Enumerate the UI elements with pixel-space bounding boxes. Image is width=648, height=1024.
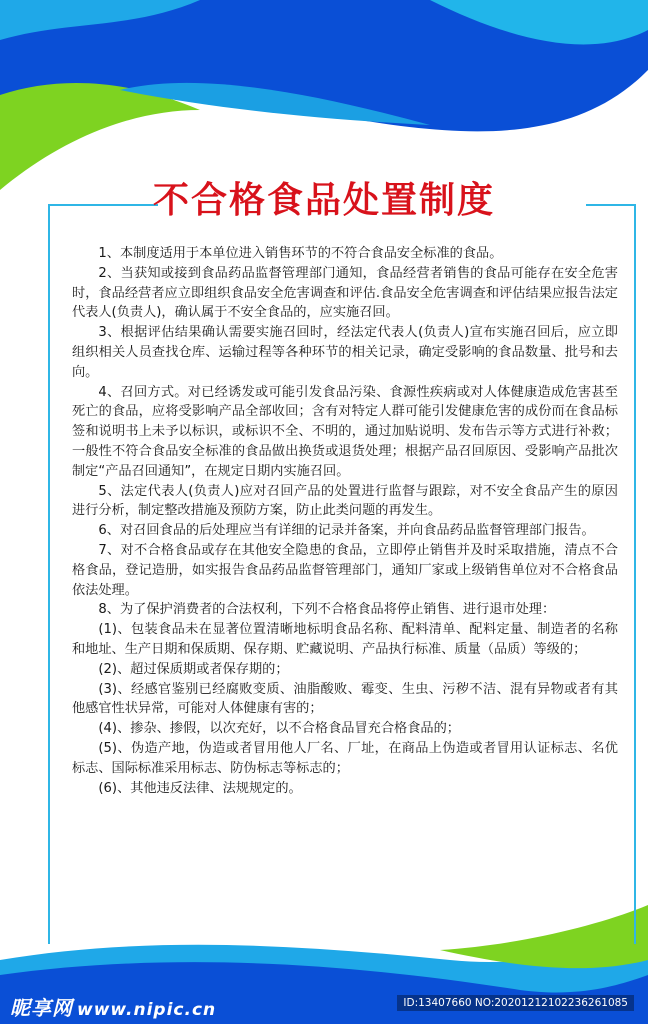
paragraph-8: 8、为了保护消费者的合法权利，下列不合格食品将停止销售、进行退市处理： [98, 602, 556, 618]
paragraph-4: 4、召回方式。对已经诱发或可能引发食品污染、食源性疾病或对人体健康造成危害甚至死亡的食品，应将受影响产品全部收回；含有对特定人群可能引发健康危害的成份而在食品标签和说明书上未予以标识，或标识不全、不明的，通过加贴说明、发布告示等方式进行补救；一般性不符合食品安全标准的食品做出换货或退货处理；根据产品召回原因、受影响产品批次制定“产品召回通知”，在规定日期内实施召回。 [72, 384, 618, 479]
paragraph-1: 1、本制度适用于本单位进入销售环节的不符合食品安全标准的食品。 [98, 246, 503, 261]
regulation-body [72, 244, 618, 798]
paragraph-5: 5、法定代表人(负责人)应对召回产品的处置进行监督与跟踪，对不安全食品产生的原因进行分析，制定整改措施及预防方案，防止此类问题的再发生。 [72, 483, 618, 519]
sub-item-4: (4)、掺杂、掺假，以次充好，以不合格食品冒充合格食品的； [98, 721, 460, 737]
paragraph-7: 7、对不合格食品或存在其他安全隐患的食品，立即停止销售并及时采取措施，清点不合格食品，登记造册，如实报告食品药品监督管理部门，通知厂家或上级销售单位对不合格食品依法处理。 [72, 542, 618, 598]
frame-right-border [634, 204, 636, 944]
frame-left-border [48, 204, 50, 944]
bottom-green-wave [440, 905, 648, 968]
paragraph-3: 3、根据评估结果确认需要实施召回时，经法定代表人(负责人)宣布实施召回后，应立即组织相关人员查找仓库、运输过程等各种环节的相关记录，确定受影响的食品数量、批号和去向。 [72, 325, 618, 380]
watermark-url: www.nipic.cn [77, 1000, 217, 1020]
watermark-brand-name: 昵享网 [10, 996, 73, 1020]
watermark-brand [10, 992, 216, 1021]
sub-item-2: (2)、超过保质期或者保存期的； [98, 661, 289, 677]
sub-item-3: (3)、经感官鉴别已经腐败变质、油脂酸败、霉变、生虫、污秽不洁、混有异物或者有其他感官性状异常，可能对人体健康有害的； [72, 681, 618, 717]
paragraph-2: 2、当获知或接到食品药品监督管理部门通知，食品经营者销售的食品可能存在安全危害时，食品经营者应立即组织食品安全危害调查和评估.食品安全危害调查和评估结果应报告法定代表人(负责人)，确认属于不安全食品的，应实施召回。 [72, 265, 618, 321]
paragraph-6: 6、对召回食品的后处理应当有详细的记录并备案，并向食品药品监督管理部门报告。 [98, 523, 595, 539]
watermark-image-id: ID:13407660 NO:20201212102236261085 [397, 995, 634, 1011]
sub-item-1: (1)、包装食品未在显著位置清晰地标明食品名称、配料清单、配料定量、制造者的名称和地址、生产日期和保质期、保存期、贮藏说明、产品执行标准、质量（品质）等级的； [72, 622, 618, 657]
sub-item-6: (6)、其他违反法律、法规规定的。 [98, 780, 302, 796]
page-title: 不合格食品处置制度 [152, 179, 495, 221]
sub-item-5: (5)、伪造产地，伪造或者冒用他人厂名、厂址，在商品上伪造或者冒用认证标志、名优标志、国际标准采用标志、防伪标志等标志的； [72, 740, 618, 776]
